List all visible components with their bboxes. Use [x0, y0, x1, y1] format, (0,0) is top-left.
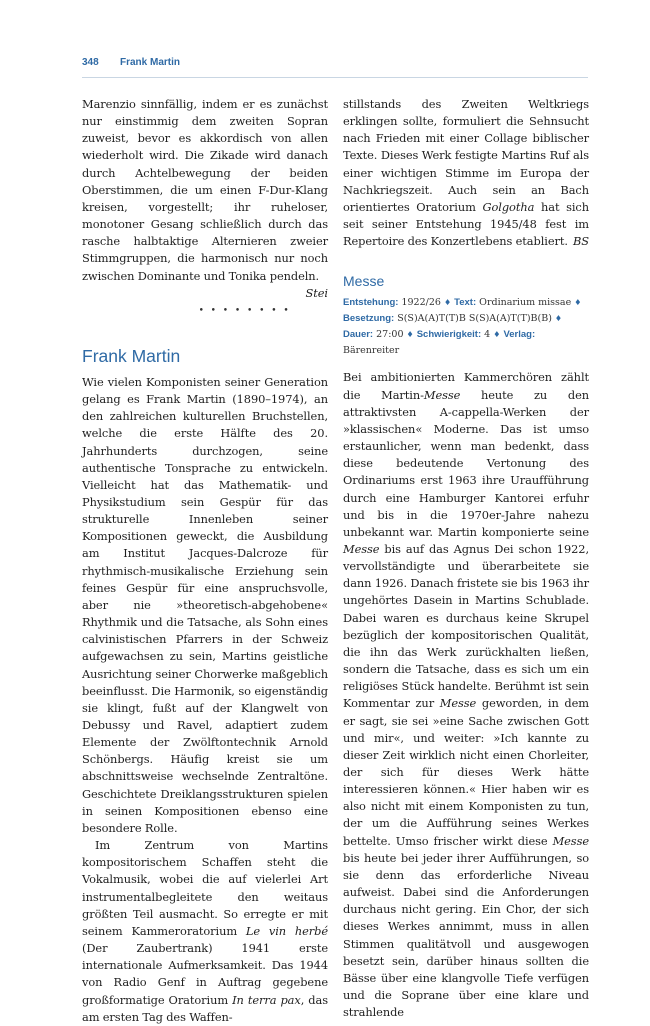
paragraph-text: Im Zentrum von Martins kompositorischem Schaffen steht die Vokalmusik, wobei die auf vielerlei Art instrumentalbegleitete den weitaus größten Teil ausmacht. So erregte er mit seinem Kammeroratorium: [82, 838, 328, 938]
meta-key-besetzung: Besetzung:: [343, 313, 395, 325]
work-title: Golgotha: [482, 199, 535, 214]
paragraph-biography-1: Wie vielen Komponisten seiner Generation gelang es Frank Martin (1890–1974), an den zahlreichen kulturellen Bruchstellen, welche die erste Hälfte des 20. Jahrhunderts durchzogen, seine authentische Tonsprache zu entwickeln. Vielleicht hat das Mathematik- und Physikstudium sein Gespür für das strukturelle Innenleben seiner Kompositionen geweckt, die Ausbildung am Institut Jacques-Dalcroze für rhythmisch-musikalische Erziehung sein feines Gespür für eine anspruchsvolle, aber nie »theoretisch-abgehobene« Rhythmik und die Tatsache, als Sohn eines calvinistischen Pfarrers in der Schweiz aufgewachsen zu sein, Martins geistliche Ausrichtung seiner Chorwerke maßgeblich beeinflusst. Die Harmonik, so eigenständig sie klingt, fußt auf der Klangwelt von Debussy und Ravel, adaptiert zudem Elemente der Zwölftontechnik Arnold Schönbergs. Häufig kreist sie um abschnittsweise wechselnde Zentraltöne. Geschichtete Dreiklangsstrukturen spielen in seinen Kompositionen ebenso eine besondere Rolle.: [82, 374, 328, 835]
work-title: Messe: [439, 696, 477, 711]
meta-value-schwierigkeit: 4: [481, 329, 494, 341]
work-metadata: [343, 295, 589, 359]
diamond-separator: ♦: [574, 298, 582, 308]
meta-value-verlag: Bärenreiter: [343, 345, 400, 357]
running-title: Frank Martin: [120, 57, 181, 68]
diamond-separator: ♦: [443, 298, 452, 308]
meta-value-text: Ordinarium missae: [476, 297, 575, 309]
work-title: Messe: [423, 387, 461, 402]
paragraph-text: Marenzio sinnfällig, indem er es zunächst nur einstimmig dem zweiten Sopran zuweist, bevor es akkordisch von allen wiederholt wird. Die Zikade wird danach durch Achtelbewegung der beiden Oberstimmen, die um einen F-Dur-Klang kreisen, vorgestellt; ihr ruheloser, monotoner Gesang schließlich durch das rasche halbtaktige Alternieren zweier Stimmgruppen, die harmonisch nur noch zwischen Dominante und Tonika pendeln.: [82, 97, 328, 283]
meta-value-dauer: 27:00: [373, 329, 407, 341]
meta-key-text: Text:: [454, 297, 477, 309]
left-column: [82, 96, 328, 1026]
paragraph-text: (Der Zaubertrank) 1941 erste internationale Aufmerksamkeit. Das 1944 von Radio Genf in Auftrag gegebene großformatige Oratorium: [82, 941, 328, 1007]
diamond-separator: ♦: [554, 314, 563, 324]
paragraph-text: bis heute bei jeder ihrer Aufführungen, so sie denn das erforderliche Niveau aufweist. Dabei sind die Anforderungen durchaus nicht gering. Ein Chor, der sich dieses Werkes annimmt, muss in allen Stimmen qualitätvoll und ausgewogen besetzt sein, darüber hinaus sollten die Bässe über eine klangvolle Tiefe verfügen und die Soprane über eine klare und strahlende: [343, 850, 589, 1020]
meta-key-entstehung: Entstehung:: [343, 297, 399, 309]
paragraph-continuation: [343, 96, 589, 250]
author-signature: Stei: [305, 285, 328, 300]
paragraph-biography-2: [82, 837, 328, 1026]
diamond-separator: ♦: [493, 330, 501, 340]
paragraph-text: bis auf das Agnus Dei schon 1922, vervollständigte und überarbeitete sie dann 1926. Danach fristete sie bis 1963 ihr ungehörtes Dasein in Martins Schublade. Dabei waren es durchaus keine Skrupel bezüglich der kompositorischen Qualität, die ihn das Werk zurückhalten ließen, sondern die Tatsache, dass es sich um ein religiöses Stück handelte. Berühmt ist sein Kommentar zur: [343, 541, 589, 711]
work-heading: Messe: [343, 273, 385, 290]
paragraph-text: stillstands des Zweiten Weltkriegs erklingen sollte, formuliert die Sehnsucht nach Frieden mit einer Collage biblischer Texte. Dieses Werk festigte Martins Ruf als einer wichtigen Stimme im Europa der Nachkriegszeit. Auch sein an Bach orientiertes Oratorium: [343, 97, 589, 214]
paragraph-text: Bei ambitionierten Kammerchören zählt die Martin-: [343, 370, 589, 402]
meta-key-verlag: Verlag:: [503, 329, 536, 341]
work-title: Messe: [343, 541, 380, 556]
paragraph-messe: [343, 369, 589, 1021]
page-number: 348: [82, 57, 99, 68]
diamond-separator: ♦: [406, 330, 414, 340]
meta-key-schwierigkeit: Schwierigkeit:: [416, 329, 482, 341]
author-signature: BS: [572, 234, 589, 249]
work-title: Le vin herbé: [245, 923, 329, 938]
meta-value-entstehung: 1922/26: [398, 297, 444, 309]
right-column: [343, 96, 589, 1021]
paragraph-text: geworden, in dem er sagt, sie sei »eine Sache zwischen Gott und mir«, und weiter: »Ich kannte zu dieser Zeit wirklich nicht einen Chorleiter, der sich für dieses Werk hätte interessieren können.« Hier haben wir es also nicht mit einem Komponisten zu tun, der um die Aufführung seines Werkes bettelte. Umso frischer wirkt diese: [343, 696, 589, 848]
page-header: [82, 54, 588, 78]
paragraph-text: hat sich seit seiner Entstehung 1945/48 fest im Repertoire des Konzertlebens etabliert.: [343, 199, 589, 249]
composer-heading: Frank Martin: [82, 345, 181, 366]
meta-value-besetzung: S(S)A(A)T(T)B S(S)A(A)T(T)B(B): [394, 313, 555, 325]
paragraph-text: , das am ersten Tag des Waffen-: [82, 992, 328, 1024]
paragraph-text: heute zu den attraktivsten A-cappella-Werken der »klassischen« Moderne. Das ist umso erstaunlicher, wenn man bedenkt, dass diese bedeutende Vertonung des Ordinariums erst 1963 ihre Uraufführung durch eine Hamburger Kantorei erfuhr und bis in die 1970er-Jahre nahezu unbekannt war. Martin komponierte seine: [343, 387, 589, 539]
section-separator: ••••••••: [198, 305, 296, 316]
work-title: Messe: [552, 833, 589, 848]
meta-key-dauer: Dauer:: [343, 329, 374, 341]
paragraph-intro: [82, 96, 328, 302]
work-title: In terra pax: [232, 992, 301, 1007]
